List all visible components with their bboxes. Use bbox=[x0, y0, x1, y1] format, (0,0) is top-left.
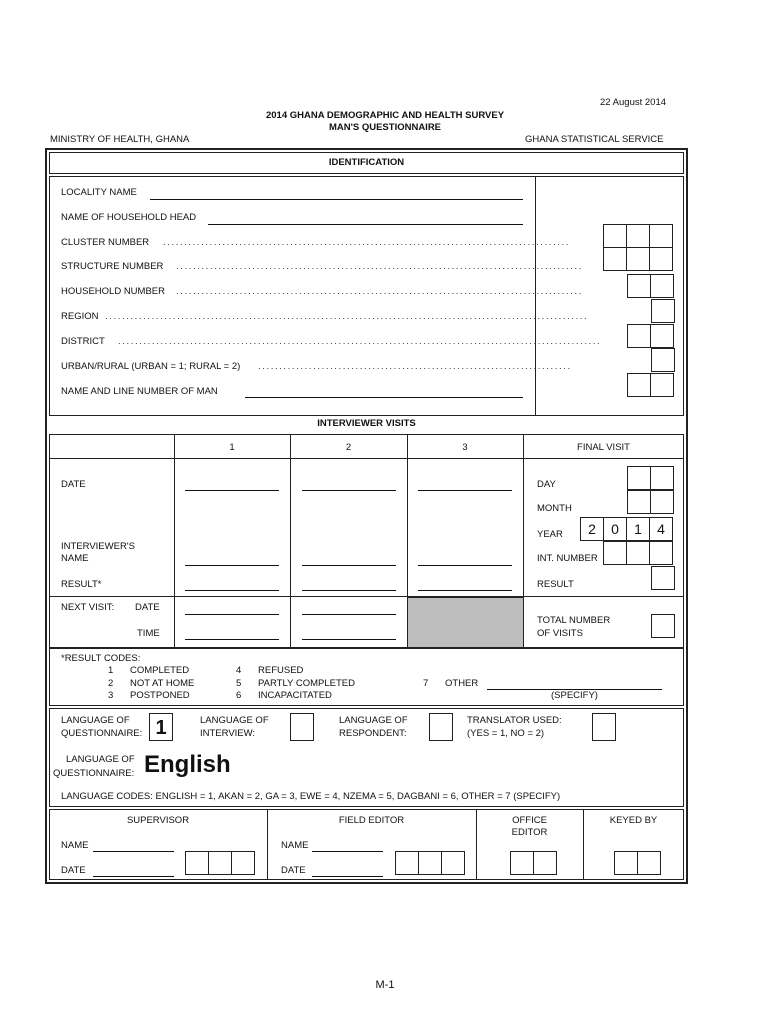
code-5-number: 5 bbox=[236, 678, 242, 689]
keyed-by-code-box[interactable] bbox=[614, 851, 638, 875]
district-digit-box[interactable] bbox=[650, 324, 674, 348]
district-label: DISTRICT bbox=[61, 336, 105, 347]
visit-2-result-field[interactable] bbox=[302, 590, 396, 591]
code-2-label: NOT AT HOME bbox=[130, 678, 195, 689]
urban-rural-digit-box[interactable] bbox=[651, 348, 675, 372]
lang-respondent-label-2: RESPONDENT: bbox=[339, 728, 407, 739]
visit-3-interviewer-field[interactable] bbox=[418, 565, 512, 566]
final-month-label: MONTH bbox=[537, 503, 572, 514]
int-number-digit-box[interactable] bbox=[649, 541, 673, 565]
questionnaire-title: MAN'S QUESTIONNAIRE bbox=[328, 122, 442, 133]
supervisor-code-boxes[interactable] bbox=[185, 851, 255, 875]
visits-next-rule bbox=[49, 596, 684, 597]
field-editor-date-field[interactable] bbox=[312, 876, 383, 877]
supervisor-date-field[interactable] bbox=[93, 876, 174, 877]
year-digit-box[interactable]: 4 bbox=[649, 517, 673, 541]
code-3-label: POSTPONED bbox=[130, 690, 190, 701]
household-number-label: HOUSEHOLD NUMBER bbox=[61, 286, 165, 297]
structure-digit-box[interactable] bbox=[603, 247, 627, 271]
field-editor-name-label: NAME bbox=[281, 840, 309, 851]
result-codes-title: *RESULT CODES: bbox=[61, 653, 141, 664]
int-number-digit-box[interactable] bbox=[626, 541, 650, 565]
locality-field[interactable] bbox=[150, 199, 523, 200]
household-leader: ................................................................................................ bbox=[176, 286, 583, 297]
code-7-label: OTHER bbox=[445, 678, 479, 689]
visit-date-label: DATE bbox=[61, 479, 86, 490]
household-digit-box[interactable] bbox=[627, 274, 651, 298]
line-number-boxes[interactable] bbox=[627, 373, 674, 397]
keyed-by-code-box[interactable] bbox=[637, 851, 661, 875]
region-leader: .................................................................................................................. bbox=[105, 311, 589, 322]
district-digit-box[interactable] bbox=[627, 324, 651, 348]
urban-rural-leader: .......................................................................... bbox=[258, 361, 572, 372]
interviewer-name-label-1: INTERVIEWER'S bbox=[61, 541, 135, 552]
day-digit-box[interactable] bbox=[650, 466, 674, 490]
code-7-number: 7 bbox=[423, 678, 429, 689]
household-digit-box[interactable] bbox=[650, 274, 674, 298]
household-head-field[interactable] bbox=[208, 224, 523, 225]
next-visit-1-date-field[interactable] bbox=[185, 614, 279, 615]
next-visit-2-date-field[interactable] bbox=[302, 614, 396, 615]
month-digit-box[interactable] bbox=[650, 490, 674, 514]
household-number-boxes[interactable] bbox=[627, 274, 674, 298]
final-month-boxes[interactable] bbox=[627, 490, 674, 514]
lang-questionnaire-box[interactable]: 1 bbox=[149, 713, 173, 741]
code-6-number: 6 bbox=[236, 690, 242, 701]
next-visit-date-label: DATE bbox=[135, 602, 160, 613]
final-day-label: DAY bbox=[537, 479, 556, 490]
lang-questionnaire-label-1: LANGUAGE OF bbox=[61, 715, 130, 726]
cluster-digit-box[interactable] bbox=[603, 224, 627, 248]
statistical-service-label: GHANA STATISTICAL SERVICE bbox=[525, 134, 664, 145]
translator-box[interactable] bbox=[592, 713, 616, 741]
visit-result-label: RESULT* bbox=[61, 579, 102, 590]
code-4-number: 4 bbox=[236, 665, 242, 676]
total-visits-digit-box[interactable] bbox=[651, 614, 675, 638]
structure-digit-box[interactable] bbox=[649, 247, 673, 271]
next-visit-time-label: TIME bbox=[137, 628, 160, 639]
visit-1-interviewer-field[interactable] bbox=[185, 565, 279, 566]
specify-label: (SPECIFY) bbox=[551, 690, 598, 701]
total-visits-label-1: TOTAL NUMBER bbox=[537, 615, 611, 626]
supervisor-header: SUPERVISOR bbox=[126, 815, 190, 826]
visits-col-divider bbox=[174, 434, 175, 648]
field-editor-code-box[interactable] bbox=[418, 851, 442, 875]
next-visit-1-time-field[interactable] bbox=[185, 639, 279, 640]
supervisor-date-label: DATE bbox=[61, 865, 86, 876]
survey-title: 2014 GHANA DEMOGRAPHIC AND HEALTH SURVEY bbox=[265, 110, 505, 121]
year-digit-box[interactable]: 1 bbox=[626, 517, 650, 541]
total-visits-box[interactable] bbox=[651, 614, 675, 638]
supervisor-code-box[interactable] bbox=[231, 851, 255, 875]
identification-heading: IDENTIFICATION bbox=[328, 157, 405, 168]
lang-questionnaire-name-value: English bbox=[144, 751, 231, 778]
lang-interview-label-1: LANGUAGE OF bbox=[200, 715, 269, 726]
next-visit-2-time-field[interactable] bbox=[302, 639, 396, 640]
household-head-label: NAME OF HOUSEHOLD HEAD bbox=[61, 212, 197, 223]
cluster-digit-box[interactable] bbox=[626, 224, 650, 248]
year-digit-box[interactable]: 2 bbox=[580, 517, 604, 541]
office-editor-code-box[interactable] bbox=[533, 851, 557, 875]
structure-number-boxes[interactable] bbox=[603, 247, 673, 271]
supervisor-name-label: NAME bbox=[61, 840, 89, 851]
visit-3-date-field[interactable] bbox=[418, 490, 512, 491]
field-editor-code-boxes[interactable] bbox=[395, 851, 465, 875]
field-editor-name-field[interactable] bbox=[312, 851, 383, 852]
code-5-label: PARTLY COMPLETED bbox=[258, 678, 355, 689]
office-editor-header-1: OFFICE bbox=[512, 815, 547, 826]
next-visit-label: NEXT VISIT: bbox=[61, 602, 115, 613]
office-editor-header-2: EDITOR bbox=[511, 827, 548, 838]
district-leader: .................................................................................................................. bbox=[118, 336, 602, 347]
translator-label-1: TRANSLATOR USED: bbox=[467, 715, 562, 726]
translator-label-2: (YES = 1, NO = 2) bbox=[467, 728, 545, 739]
supervisor-name-field[interactable] bbox=[93, 851, 174, 852]
final-day-boxes[interactable] bbox=[627, 466, 674, 490]
code-1-number: 1 bbox=[108, 665, 114, 676]
total-visits-label-2: OF VISITS bbox=[537, 628, 583, 639]
final-result-box[interactable] bbox=[651, 566, 675, 590]
lang-interview-box[interactable] bbox=[290, 713, 314, 741]
code-1-label: COMPLETED bbox=[130, 665, 190, 676]
supervisor-code-box[interactable] bbox=[208, 851, 232, 875]
field-editor-header: FIELD EDITOR bbox=[338, 815, 405, 826]
int-number-digit-box[interactable] bbox=[603, 541, 627, 565]
field-editor-code-box[interactable] bbox=[395, 851, 419, 875]
interviewer-visits-heading: INTERVIEWER VISITS bbox=[317, 418, 416, 429]
language-codes: LANGUAGE CODES: ENGLISH = 1, AKAN = 2, GA = 3, EWE = 4, NZEMA = 5, DAGBANI = 6, OTHER = 7 (SPECIFY) bbox=[61, 791, 561, 802]
visit-3-result-field[interactable] bbox=[418, 590, 512, 591]
visit-1-header: 1 bbox=[229, 442, 235, 453]
field-editor-date-label: DATE bbox=[281, 865, 306, 876]
lang-respondent-box[interactable] bbox=[429, 713, 453, 741]
field-editor-code-box[interactable] bbox=[441, 851, 465, 875]
visit-3-header: 3 bbox=[462, 442, 468, 453]
region-digit-box[interactable] bbox=[651, 299, 675, 323]
cluster-leader: ................................................................................................ bbox=[163, 237, 570, 248]
ministry-label: MINISTRY OF HEALTH, GHANA bbox=[50, 134, 190, 145]
cluster-digit-box[interactable] bbox=[649, 224, 673, 248]
visit-2-header: 2 bbox=[345, 442, 352, 453]
line-number-digit-box[interactable] bbox=[627, 373, 651, 397]
urban-rural-label: URBAN/RURAL (URBAN = 1; RURAL = 2) bbox=[61, 361, 241, 372]
final-year-boxes[interactable] bbox=[580, 517, 673, 541]
next-visit-3-shaded-cell bbox=[407, 597, 524, 648]
office-editor-code-box[interactable] bbox=[510, 851, 534, 875]
visits-col-divider bbox=[290, 434, 291, 648]
lang-respondent-label-1: LANGUAGE OF bbox=[339, 715, 408, 726]
page-number: M-1 bbox=[375, 979, 395, 991]
visit-2-interviewer-field[interactable] bbox=[302, 565, 396, 566]
document-date: 22 August 2014 bbox=[600, 97, 667, 108]
year-digit-box[interactable]: 0 bbox=[603, 517, 627, 541]
visit-1-date-field[interactable] bbox=[185, 490, 279, 491]
final-result-label: RESULT bbox=[537, 579, 574, 590]
district-boxes[interactable] bbox=[627, 324, 674, 348]
code-4-label: REFUSED bbox=[258, 665, 304, 676]
structure-digit-box[interactable] bbox=[626, 247, 650, 271]
interviewer-name-label-2: NAME bbox=[61, 553, 89, 564]
final-visit-header: FINAL VISIT bbox=[577, 442, 630, 453]
office-editor-code-boxes[interactable] bbox=[510, 851, 557, 875]
man-name-line-field[interactable] bbox=[245, 397, 523, 398]
visits-header-rule bbox=[49, 458, 684, 459]
supervisor-code-box[interactable] bbox=[185, 851, 209, 875]
urban-rural-box[interactable] bbox=[651, 348, 675, 372]
man-name-line-label: NAME AND LINE NUMBER OF MAN bbox=[61, 386, 218, 397]
cluster-label: CLUSTER NUMBER bbox=[61, 237, 150, 248]
code-3-number: 3 bbox=[108, 690, 114, 701]
visit-1-result-field[interactable] bbox=[185, 590, 279, 591]
code-6-label: INCAPACITATED bbox=[258, 690, 332, 701]
lang-interview-label-2: INTERVIEW: bbox=[200, 728, 256, 739]
keyed-by-header: KEYED BY bbox=[609, 815, 658, 826]
keyed-by-code-boxes[interactable] bbox=[614, 851, 661, 875]
region-box[interactable] bbox=[651, 299, 675, 323]
region-label: REGION bbox=[61, 311, 99, 322]
cluster-number-boxes[interactable] bbox=[603, 224, 673, 248]
final-int-number-boxes[interactable] bbox=[603, 541, 673, 565]
day-digit-box[interactable] bbox=[627, 466, 651, 490]
lang-questionnaire-name-label-1: LANGUAGE OF bbox=[66, 754, 135, 765]
structure-label: STRUCTURE NUMBER bbox=[61, 261, 164, 272]
visit-2-date-field[interactable] bbox=[302, 490, 396, 491]
month-digit-box[interactable] bbox=[627, 490, 651, 514]
code-2-number: 2 bbox=[108, 678, 114, 689]
line-number-digit-box[interactable] bbox=[650, 373, 674, 397]
final-int-number-label: INT. NUMBER bbox=[537, 553, 598, 564]
locality-label: LOCALITY NAME bbox=[61, 187, 137, 198]
lang-questionnaire-label-2: QUESTIONNAIRE: bbox=[61, 728, 143, 739]
structure-leader: ................................................................................................ bbox=[176, 261, 583, 272]
final-year-label: YEAR bbox=[537, 529, 563, 540]
lang-questionnaire-name-label-2: QUESTIONNAIRE: bbox=[53, 768, 135, 779]
result-digit-box[interactable] bbox=[651, 566, 675, 590]
